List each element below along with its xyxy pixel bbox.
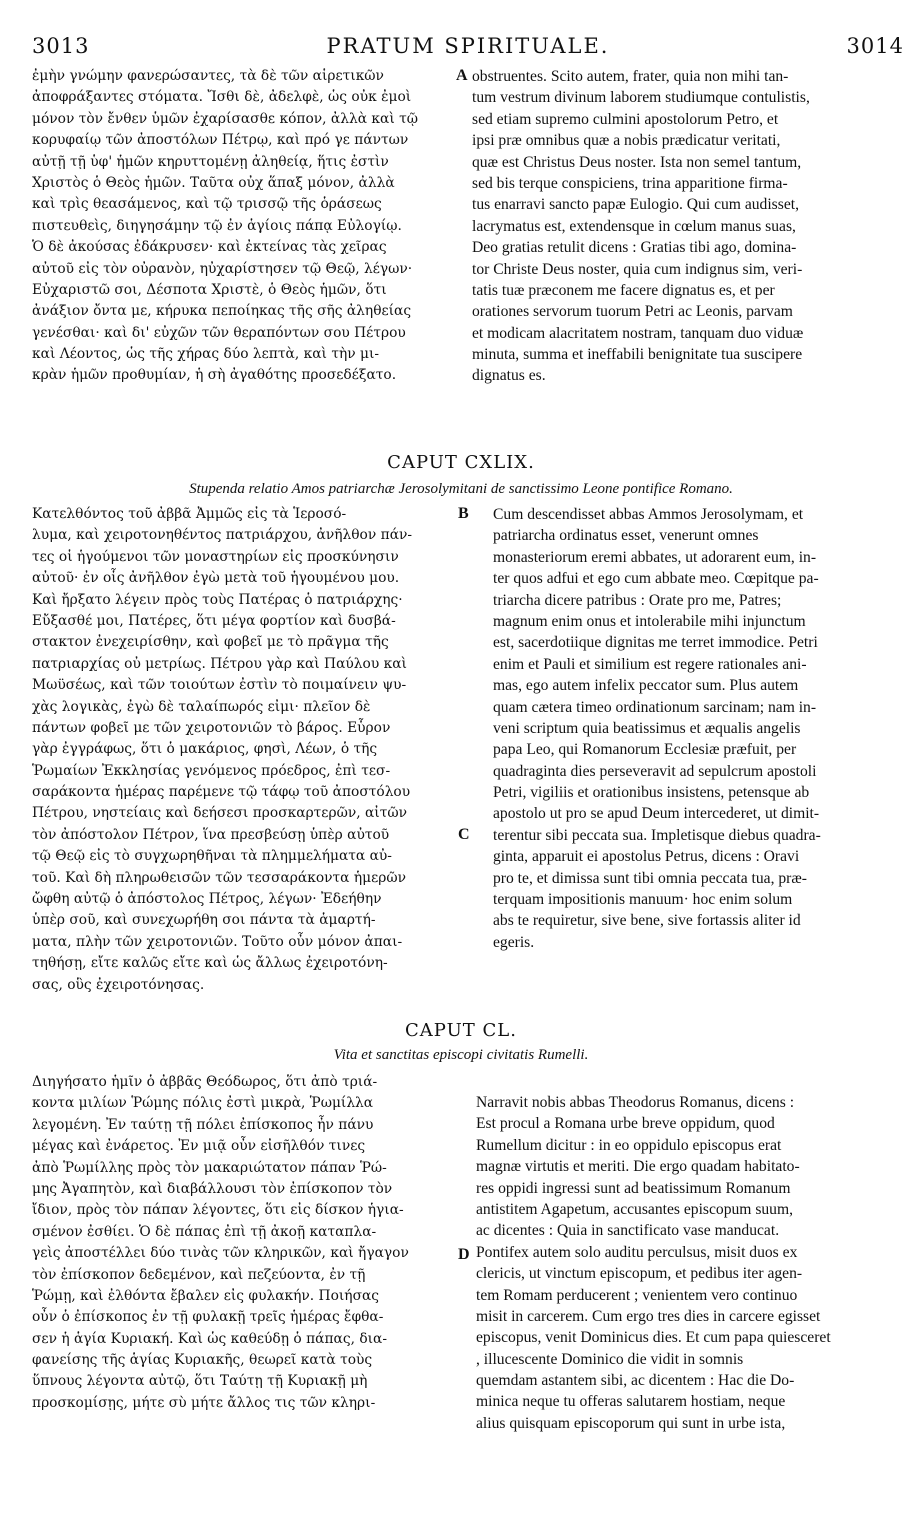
greek-text-line: τὸν ἀπόστολον Πέτρον, ἵνα πρεσβεύσῃ ὑπὲρ αὐτοῦ: [32, 826, 390, 843]
greek-text-line: τὸν ἐπίσκοπον δεδεμένον, καὶ πεζεύοντα, ἐν τῇ: [32, 1266, 366, 1283]
latin-text-line: obstruentes. Scito autem, frater, quia non mihi tan-: [472, 68, 789, 85]
latin-text-line: et modicam alacritatem nostram, tanquam duo viduæ: [472, 324, 804, 342]
greek-text-line: Ῥώμῃ, καὶ ἐλθόντα ἔβαλεν εἰς φυλακήν. Ποιήσας: [32, 1287, 380, 1304]
greek-text-line: σας, οὓς ἐχειροτόνησας.: [32, 976, 205, 993]
latin-text-line: quam cætera timeo ordinationum sarcinam; nam in-: [493, 698, 817, 716]
greek-text-line: αὐτοῦ· ἐν οἷς ἀνῆλθον ἐγὼ μετὰ τοῦ ἡγουμένου μου.: [32, 570, 400, 587]
latin-text-line: triarcha dicere patribus : Orate pro me, Patres;: [493, 591, 782, 609]
latin-text-line: monasteriorum eremi abbates, ut adorarent eum, in-: [493, 548, 817, 566]
greek-text-line: κρὰν ἡμῶν προθυμίαν, ἡ σὴ ἀγαθότης προσεδέξατο.: [32, 367, 397, 384]
latin-text-line: est, sacerdotiique dignitas me terret immodice. Petri: [493, 634, 818, 652]
caput-150-subtitle: Vita et sanctitas episcopi civitatis Rumelli.: [333, 1047, 589, 1063]
latin-text-line: episcopus, venit Dominicus dies. Et cum papa quiesceret: [476, 1329, 831, 1347]
latin-text-line: Est procul a Romana urbe breve oppidum, quod: [476, 1115, 775, 1133]
greek-text-line: φανείσης τῆς ἁγίας Κυριακῆς, θεωρεῖ κατὰ τοὺς: [32, 1352, 373, 1369]
caput-150-greek-column: [32, 1072, 409, 1414]
latin-text-line: terquam impositionis manuum· hoc enim solum: [493, 891, 793, 909]
latin-text-line: minica neque tu offeras salutarem hostiam, neque: [476, 1393, 786, 1411]
greek-text-line: Χριστὸς ὁ Θεὸς ἡμῶν. Ταῦτα οὐχ ἅπαξ μόνον, ἀλλὰ: [32, 174, 395, 191]
latin-text-line: quadraginta dies perseveravit ad sepulcrum apostoli: [493, 762, 817, 780]
latin-text-line: alius quisquam episcoporum qui sunt in urbe ista,: [476, 1414, 786, 1432]
greek-text-line: Πέτρου, νηστείαις καὶ δεήσεσι προσκαρτερῶν, αἰτῶν: [32, 805, 407, 822]
greek-text-line: Εὔξασθέ μοι, Πατέρες, ὅτι μέγα φορτίον καὶ δυσβά-: [32, 612, 396, 629]
latin-text-line: terentur sibi peccata sua. Impletisque diebus quadra-: [493, 826, 821, 844]
caput-150-title: CAPUT CL.: [405, 1020, 517, 1041]
latin-text-line: dignatus es.: [472, 367, 546, 385]
margin-marker-c: C: [458, 826, 470, 843]
latin-text-line: papa Leo, qui Romanorum Ecclesiæ præfuit, per: [493, 741, 797, 759]
latin-text-line: patriarcha ordinatus esset, venerunt omnes: [493, 527, 759, 545]
latin-text-line: quæ est Christus Deus noster. Ista non semel tantum,: [472, 153, 802, 171]
latin-text-line: tor Christe Deus noster, quia cum indignus sim, veri-: [472, 260, 803, 278]
greek-text-line: σαράκοντα ἡμέρας παρέμενε τῷ τάφῳ τοῦ ἀποστόλου: [32, 784, 411, 801]
greek-text-line: τῷ Θεῷ εἰς τὸ συγχωρηθῆναι τὰ πλημμελήματα αὐ-: [32, 848, 392, 865]
latin-text-line: ipsi præ omnibus quæ a nobis prædicatur veritati,: [472, 132, 781, 150]
caput-149-subtitle: Stupenda relatio Amos patriarchæ Jerosolymitani de sanctissimo Leone pontifice Romano.: [189, 481, 733, 497]
greek-text-line: Καὶ ἤρξατο λέγειν πρὸς τοὺς Πατέρας ὁ πατριάρχης·: [32, 591, 403, 608]
latin-text-line: ginta, apparuit ei apostolus Petrus, dicens : Oravi: [493, 848, 800, 866]
greek-text-line: ἐμὴν γνώμην φανερώσαντες, τὰ δὲ τῶν αἱρετικῶν: [32, 68, 384, 84]
latin-text-line: Cum descendisset abbas Ammos Jerosolymam, et: [493, 506, 804, 523]
latin-text-line: tem Romam perducerent ; venientem vero continuo: [476, 1286, 798, 1304]
caput-149-title: CAPUT CXLIX.: [387, 452, 535, 473]
greek-text-line: Εὐχαριστῶ σοι, Δέσποτα Χριστὲ, ὁ Θεὸς ἡμῶν, ὅτι: [32, 281, 387, 298]
latin-text-line: orationes servorum tuorum Petri ac Leonis, parvam: [472, 303, 793, 321]
greek-text-line: ἀπὸ Ῥωμίλλης πρὸς τὸν μακαριώτατον πάπαν Ῥώ-: [32, 1159, 387, 1176]
latin-text-line: Rumellum dicitur : in eo oppidulo episcopus erat: [476, 1136, 782, 1154]
latin-text-line: lacrymatus est, extendensque in cœlum manus suas,: [472, 217, 796, 235]
greek-text-line: τοῦ. Καὶ δὴ πληρωθεισῶν τῶν τεσσαράκοντα ἡμερῶν: [32, 869, 407, 886]
margin-marker-a: A: [456, 67, 468, 84]
greek-text-line: πατριαρχίας οὐ μετρίως. Πέτρου γὰρ καὶ Παύλου καὶ: [32, 655, 407, 672]
greek-text-line: Μωϋσέως, καὶ τῶν τοιούτων ἐστὶν τὸ ποιμαίνειν ψυ-: [32, 677, 407, 694]
latin-text-line: magnum enim onus et intolerabile mihi injunctum: [493, 612, 806, 630]
right-page-number: 3014: [846, 34, 904, 58]
latin-text-line: mas, ego autem infelix peccator sum. Plus autem: [493, 677, 799, 695]
running-title: PRATUM SPIRITUALE.: [326, 34, 610, 58]
greek-text-line: Διηγήσατο ἡμῖν ὁ ἀββᾶς Θεόδωρος, ὅτι ἀπὸ τριά-: [32, 1074, 378, 1090]
greek-text-line: ματα, πλὴν τῶν χειροτονιῶν. Τοῦτο οὖν μόνον ἀπαι-: [32, 933, 403, 950]
latin-text-line: tatis tuæ præconem me facere dignatus es, et per: [472, 281, 775, 299]
greek-text-line: γενέσθαι· καὶ δι' εὐχῶν τῶν θεραπόντων σου Πέτρου: [32, 324, 406, 341]
greek-text-line: Ὁ δὲ ἀκούσας ἐδάκρυσεν· καὶ ἐκτείνας τὰς χεῖρας: [32, 239, 387, 256]
latin-text-line: apostolo ut pro se apud Deum intercederet, ut dimit-: [493, 805, 820, 823]
greek-text-line: ἀνάξιον ὄντα με, κήρυκα πεποίηκας τῆς σῆς ἀληθείας: [32, 303, 412, 320]
greek-text-line: λεγομένη. Ἐν ταύτῃ τῇ πόλει ἐπίσκοπος ἦν πάνυ: [32, 1116, 374, 1133]
greek-text-line: κορυφαίῳ τῶν ἀποστόλων Πέτρῳ, καὶ πρό γε πάντων: [32, 132, 409, 149]
greek-text-line: μης Ἀγαπητὸν, καὶ διαβάλλουσι τὸν ἐπίσκοπον τὸν: [32, 1180, 393, 1197]
latin-text-line: res oppidi ingressi sunt ad beatissimum Romanum: [476, 1179, 791, 1197]
caput-149-greek-column: [32, 504, 412, 996]
latin-text-line: ac dicentes : Quia in sanctificato vase manducat.: [476, 1222, 780, 1240]
latin-text-line: ter quos adfui et ego cum abbate meo. Cœpitque pa-: [493, 570, 819, 588]
greek-text-line: τηθήσῃ, εἴτε καλῶς εἴτε καὶ ὡς ἄλλως ἐχειροτόνη-: [32, 955, 388, 972]
greek-text-line: ὤφθη αὐτῷ ὁ ἀπόστολος Πέτρος, λέγων· Ἐδεήθην: [32, 891, 382, 908]
left-page-number: 3013: [32, 34, 90, 58]
margin-marker-b: B: [458, 505, 469, 522]
latin-text-line: misit in carcerem. Cum ergo tres dies in carcere egisset: [476, 1307, 821, 1325]
caput-150-latin-column: [476, 1092, 831, 1434]
greek-text-line: στακτον ἐνεχειρίσθην, καὶ φοβεῖ με τὸ πρᾶγμα τῆς: [32, 634, 389, 651]
latin-text-line: Deo gratias retulit dicens : Gratias tibi ago, domina-: [472, 239, 797, 257]
latin-text-line: veni scriptum quia beatissimus et æqualis angelis: [493, 719, 801, 737]
latin-text-line: sed etiam supremo culmini apostolorum Petro, et: [472, 110, 779, 128]
greek-text-line: οὖν ὁ ἐπίσκοπος ἐν τῇ φυλακῇ τρεῖς ἡμέρας ἔφθα-: [32, 1309, 384, 1326]
greek-text-line: γὰρ ἐγγράφως, ὅτι ὁ μακάριος, φησὶ, Λέων, ὁ τῆς: [32, 741, 378, 758]
greek-text-line: αὐτοῦ εἰς τὸν οὐρανὸν, ηὐχαρίστησεν τῷ Θεῷ, λέγων·: [32, 260, 413, 277]
caput-149-latin-column: [493, 504, 821, 953]
latin-text-line: quemdam astantem sibi, ac dicentem : Hac die Do-: [476, 1372, 795, 1390]
latin-text-line: enim et Pauli et similium est regere rationales ani-: [493, 655, 807, 673]
greek-text-line: καὶ τρὶς θεασάμενος, καὶ τῷ τρισσῷ τῆς ὁράσεως: [32, 196, 382, 213]
margin-marker-d: D: [458, 1246, 470, 1263]
section1-greek-column: [32, 66, 418, 387]
latin-text-line: Petri, vigiliis et orationibus insistens, petensque ab: [493, 784, 810, 802]
greek-text-line: μέγας καὶ ἐνάρετος. Ἐν μιᾷ οὖν εἰσῆλθόν τινες: [32, 1138, 366, 1155]
latin-text-line: tum vestrum divinum laborem studiumque contulistis,: [472, 89, 810, 107]
greek-text-line: προσκομίσῃς, μήτε σὺ μήτε ἄλλος τις τῶν κληρι-: [32, 1394, 376, 1411]
section1-latin-column: [472, 66, 810, 387]
page-header: [32, 34, 904, 62]
greek-text-line: γεὶς ἀποστέλλει δύο τινὰς τῶν κληρικῶν, καὶ ἤγαγον: [32, 1245, 409, 1262]
latin-text-line: clericis, ut vinctum episcopum, et pedibus iter agen-: [476, 1265, 803, 1283]
greek-text-line: καὶ Λέοντος, ὡς τῆς χήρας δύο λεπτὰ, καὶ τὴν μι-: [32, 346, 380, 363]
greek-text-line: κοντα μιλίων Ῥώμης πόλις ἐστὶ μικρὰ, Ῥωμίλλα: [32, 1095, 374, 1112]
latin-text-line: minuta, summa et ineffabili benignitate tua suscipere: [472, 346, 803, 364]
latin-text-line: pro te, et dimissa sunt tibi omnia peccata tua, præ-: [493, 869, 807, 887]
greek-text-line: αὐτῇ τῇ ὑφ' ἡμῶν κηρυττομένῃ ἀληθείᾳ, ἥτις ἐστὶν: [32, 153, 389, 170]
latin-text-line: sed bis terque conspiciens, trina apparitione firma-: [472, 174, 788, 192]
latin-text-line: , illucescente Dominico die vidit in somnis: [476, 1350, 744, 1368]
greek-text-line: ἴδιον, πρὸς τὸν πάπαν λέγοντες, ὅτι εἰς δίσκον ἡγια-: [32, 1202, 404, 1219]
latin-text-line: tus enarravi sancto papæ Eulogio. Qui cum audisset,: [472, 196, 799, 214]
greek-text-line: μόνον τὸν ἔνθεν ὑμῶν ἐχαρίσασθε κόπον, ἀλλὰ καὶ τῷ: [32, 110, 419, 127]
latin-text-line: egeris.: [493, 933, 535, 951]
latin-text-line: Narravit nobis abbas Theodorus Romanus, dicens :: [476, 1094, 795, 1111]
greek-text-line: Κατελθόντος τοῦ ἀββᾶ Ἀμμῶς εἰς τὰ Ἱεροσό-: [32, 506, 347, 522]
greek-text-line: πάντων φοβεῖ με τῶν χειροτονιῶν τὸ βάρος. Εὗρον: [32, 719, 391, 736]
greek-text-line: ὑπὲρ σοῦ, καὶ συνεχωρήθη σοι πάντα τὰ ἁμαρτή-: [32, 912, 376, 929]
greek-text-line: ὕπνους λέγοντα αὐτῷ, ὅτι Ταύτῃ τῇ Κυριακῇ μὴ: [32, 1373, 368, 1390]
latin-text-line: Pontifex autem solo auditu perculsus, misit duos ex: [476, 1243, 798, 1261]
greek-text-line: ἀποφράξαντες στόματα. Ἴσθι δὲ, ἀδελφὲ, ὡς οὐκ ἐμοὶ: [32, 89, 412, 106]
greek-text-line: λυμα, καὶ χειροτονηθέντος πατριάρχου, ἀνῆλθον πάν-: [32, 527, 413, 544]
greek-text-line: Ῥωμαίων Ἐκκλησίας γενόμενος πρόεδρος, ἐπὶ τεσ-: [32, 762, 391, 779]
greek-text-line: χὰς λογικὰς, ἐγὼ δὲ ταλαίπωρός εἰμι· πλεῖον δὲ: [32, 698, 371, 715]
latin-text-line: antistitem Agapetum, accusantes episcopum suum,: [476, 1200, 794, 1218]
greek-text-line: τες οἱ ἡγούμενοι τῶν μοναστηρίων εἰς προσκύνησιν: [32, 548, 399, 565]
greek-text-line: πιστευθεὶς, διηγησάμην τῷ ἐν ἁγίοις πάπᾳ Εὐλογίῳ.: [32, 217, 402, 234]
greek-text-line: σμένον ἐσθίει. Ὁ δὲ πάπας ἐπὶ τῇ ἀκοῇ καταπλα-: [32, 1223, 377, 1240]
latin-text-line: magnæ virtutis et meriti. Die ergo quadam habitato-: [476, 1158, 800, 1176]
greek-text-line: σεν ἡ ἁγία Κυριακή. Καὶ ὡς καθεύδῃ ὁ πάπας, δια-: [32, 1330, 388, 1347]
latin-text-line: abs te requiretur, sive bene, sive fortassis aliter id: [493, 912, 801, 930]
